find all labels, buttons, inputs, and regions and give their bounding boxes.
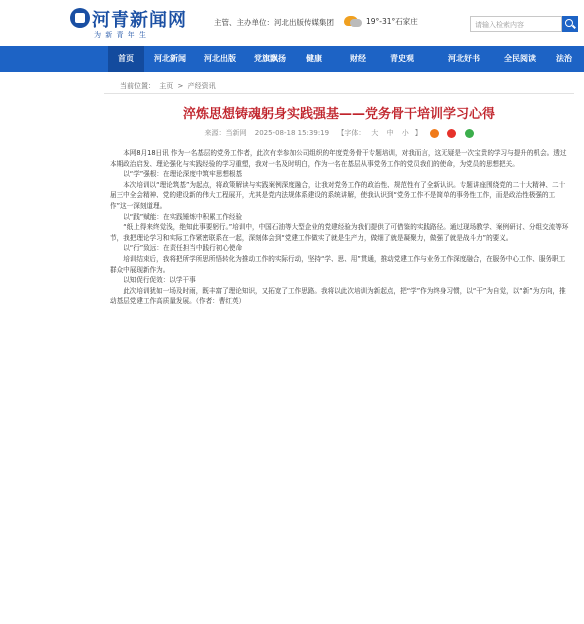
nav-item-national-reading[interactable]: 全民阅读 <box>504 54 536 63</box>
article-subheading: 以知促行促效：以学干事 <box>123 276 196 285</box>
nav-item-home[interactable]: 首页 <box>108 46 144 72</box>
nav-item-health[interactable]: 健康 <box>306 54 322 63</box>
nav-item-hebei-publishing[interactable]: 河北出版 <box>204 54 236 63</box>
nav-item-hebei-news[interactable]: 河北新闻 <box>154 54 186 63</box>
article-subheading: 以“践”赋能：在实践锤炼中积累工作经验 <box>123 212 243 221</box>
share-wechat-icon[interactable] <box>465 129 474 138</box>
article-title: 淬炼思想铸魂躬身实践强基——党务骨干培训学习心得 <box>182 107 495 122</box>
article-subheading: 以“行”致远：在责任担当中践行初心使命 <box>123 244 243 253</box>
nav-item-finance[interactable]: 财经 <box>350 54 366 63</box>
logo-icon <box>70 8 90 28</box>
article-paragraph: 培训结束后，我将把所学所思所悟转化为推动工作的实际行动，坚持“学、思、用”贯通，推动党建工作与业务工作深度融合，在服务中心工作、服务职工群众中展现新作为。 <box>110 254 566 274</box>
nav-item-law[interactable]: 法治 <box>556 54 572 63</box>
font-size-large-link[interactable]: 大 <box>371 129 379 137</box>
weather-text: 19°-31°石家庄 <box>366 17 418 26</box>
weather-widget <box>344 14 444 30</box>
font-size-label: 【字体： <box>337 129 366 137</box>
article-paragraph: “纸上得来终觉浅，绝知此事要躬行。”培训中，中国石油等大型企业的党建经验为我们提供了可借鉴的实践路径。通过现场教学、案例研讨、分组交流等环节，我把理论学习和实际工作紧密联系在一起，深刻体会到“党建工作做实了就是生产力，做细了就是凝聚力，做强了就是战斗力”的要义。 <box>110 223 569 242</box>
logo-slogan: 为 新 青 年 生 <box>94 31 147 39</box>
top-header <box>0 0 584 46</box>
logo-text: 河青新闻网 <box>92 10 187 31</box>
font-size-small-link[interactable]: 小 <box>401 129 409 137</box>
share-weibo-icon[interactable] <box>430 129 439 138</box>
article-datetime: 2025-08-18 15:39:19 <box>254 129 330 137</box>
nav-item-party-flag[interactable]: 党旗飘扬 <box>254 54 286 63</box>
article-meta <box>104 128 574 138</box>
article-paragraph: 本网8月18日讯 作为一名基层的党务工作者，此次有幸参加公司组织的年度党务骨干专题培训，对我而言，这无疑是一次宝贵的学习与提升的机会。透过本期政治启发、理论强化与实践经验的学习重塑，我对一名及时明白，作为一名在基层从事党务工作的党员我们的使命，为党员的思想把关。 <box>110 149 567 168</box>
breadcrumb <box>120 81 218 91</box>
article-source: 来源：当新网 <box>204 129 247 137</box>
breadcrumb-category-link[interactable]: 产经资讯 <box>187 82 216 90</box>
search-input[interactable]: 请输入检索内容 <box>470 16 562 32</box>
search-icon[interactable] <box>562 16 578 32</box>
share-qzone-icon[interactable] <box>447 129 456 138</box>
partly-cloudy-icon <box>344 16 358 26</box>
font-size-close: 】 <box>414 129 422 137</box>
nav-item-history[interactable]: 青史观 <box>390 54 414 63</box>
article-body <box>110 148 570 307</box>
font-size-medium-link[interactable]: 中 <box>386 129 394 137</box>
site-logo[interactable] <box>92 6 212 40</box>
breadcrumb-divider <box>104 93 574 94</box>
sponsor-text: 主管、主办单位：河北出版传媒集团 <box>214 18 334 27</box>
article-paragraph: 此次培训犹如一场及时雨，既丰富了理论知识，又拓宽了工作思路。我将以此次培训为新起点，把“学”作为终身习惯，以“干”为自觉，以“新”为方向，推动基层党建工作高质量发展。（作者：曹红英） <box>110 286 566 306</box>
breadcrumb-home-link[interactable]: 主页 <box>159 82 174 90</box>
article-paragraph: 本次培训以“理论筑基”为起点，将政策解读与实践案例深度融合，让我对党务工作的政治性、规范性有了全新认识。专题讲座围绕党的二十大精神、二十届三中全会精神、党的建设新的伟大工程展开，尤其是党内法规体系建设的系统讲解，使我认识到“党务工作不是简单的事务性工作，而是政治性极强的工作”这一深刻道理。 <box>110 180 566 210</box>
article-subheading: 以“学”强根：在理论深度中筑牢思想根基 <box>123 170 243 179</box>
breadcrumb-separator: > <box>177 82 184 90</box>
nav-item-hebei-books[interactable]: 河北好书 <box>448 54 480 63</box>
main-nav <box>0 46 584 72</box>
breadcrumb-prefix: 当前位置： <box>120 82 155 90</box>
